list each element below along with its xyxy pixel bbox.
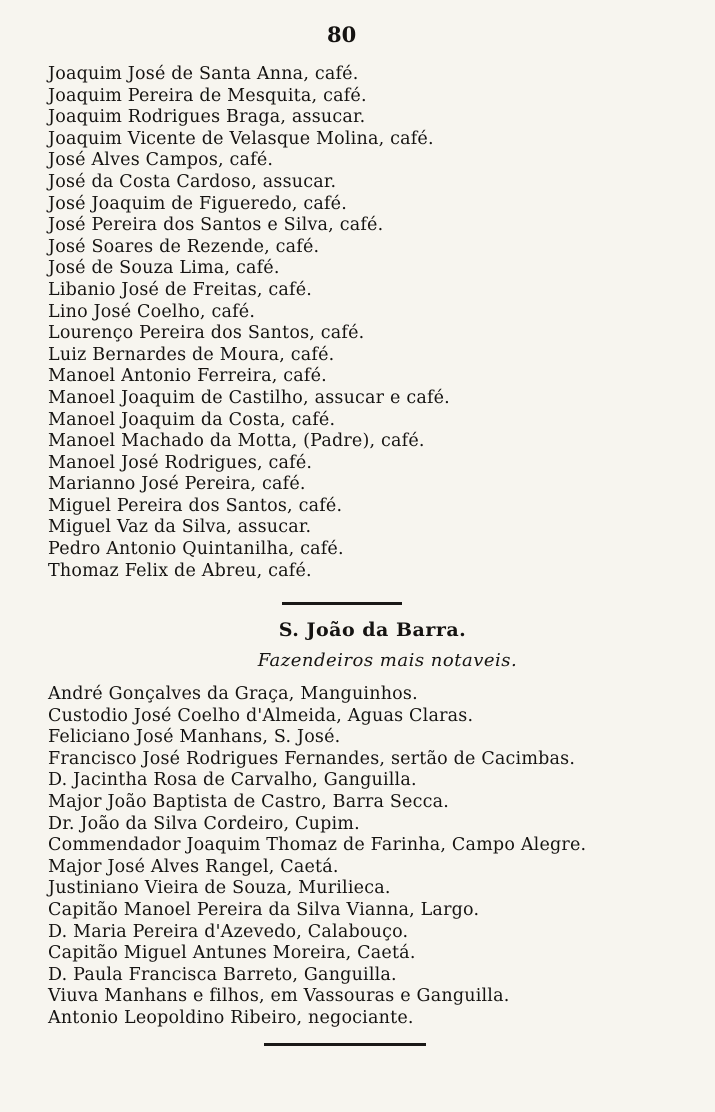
list-item: José da Costa Cardoso, assucar.: [48, 171, 337, 192]
list-item: Joaquim Vicente de Velasque Molina, café.: [48, 128, 434, 149]
list-item: José Pereira dos Santos e Silva, café.: [48, 215, 384, 236]
list-item: Joaquim José de Santa Anna, café.: [48, 64, 359, 84]
list-item: Marianno José Pereira, café.: [48, 474, 306, 495]
list-item: Manoel Machado da Motta, (Padre), café.: [48, 431, 425, 452]
entry-list-top: [48, 64, 450, 582]
section-title: S. João da Barra.: [278, 619, 467, 641]
section-subtitle: Fazendeiros mais notaveis.: [257, 650, 518, 671]
list-item: Manoel Joaquim da Costa, café.: [48, 409, 336, 430]
list-item: Lino José Coelho, café.: [48, 301, 256, 322]
list-item: Capitão Miguel Antunes Moreira, Caetá.: [48, 943, 416, 964]
page-number: 80: [327, 22, 357, 47]
list-item: Commendador Joaquim Thomaz de Farinha, Campo Alegre.: [48, 835, 587, 856]
list-item: Francisco José Rodrigues Fernandes, sertão de Cacimbas.: [48, 748, 576, 769]
list-item: Capitão Manoel Pereira da Silva Vianna, Largo.: [48, 899, 480, 920]
list-item: D. Jacintha Rosa de Carvalho, Ganguilla.: [48, 770, 417, 791]
list-item: Custodio José Coelho d'Almeida, Aguas Claras.: [48, 705, 474, 726]
list-item: D. Maria Pereira d'Azevedo, Calabouço.: [48, 921, 409, 942]
list-item: Joaquim Rodrigues Braga, assucar.: [48, 107, 366, 128]
list-item: André Gonçalves da Graça, Manguinhos.: [48, 684, 418, 704]
list-item: Libanio José de Freitas, café.: [48, 279, 313, 300]
list-item: Antonio Leopoldino Ribeiro, negociante.: [48, 1007, 414, 1028]
list-item: Thomaz Felix de Abreu, café.: [48, 560, 312, 581]
list-item: Feliciano José Manhans, S. José.: [48, 727, 341, 748]
section-divider-top: [282, 602, 402, 605]
list-item: Justiniano Vieira de Souza, Murilieca.: [48, 878, 391, 899]
list-item: Major José Alves Rangel, Caetá.: [48, 856, 339, 877]
list-item: Manoel Joaquim de Castilho, assucar e café.: [48, 387, 450, 408]
list-item: Miguel Pereira dos Santos, café.: [48, 495, 343, 516]
list-item: José Alves Campos, café.: [48, 150, 274, 171]
section-divider-bottom: [264, 1043, 426, 1046]
list-item: Luiz Bernardes de Moura, café.: [48, 344, 335, 365]
list-item: José Joaquim de Figueredo, café.: [48, 193, 347, 214]
list-item: Viuva Manhans e filhos, em Vassouras e Ganguilla.: [48, 986, 510, 1007]
list-item: Major João Baptista de Castro, Barra Secca.: [48, 791, 450, 812]
list-item: Dr. João da Silva Cordeiro, Cupim.: [48, 813, 360, 834]
list-item: Manoel Antonio Ferreira, café.: [48, 366, 327, 387]
list-item: D. Paula Francisca Barreto, Ganguilla.: [48, 964, 397, 985]
entry-list-bottom: [48, 684, 586, 1030]
list-item: Miguel Vaz da Silva, assucar.: [48, 517, 312, 538]
list-item: José Soares de Rezende, café.: [48, 236, 320, 257]
list-item: José de Souza Lima, café.: [48, 258, 280, 279]
list-item: Joaquim Pereira de Mesquita, café.: [48, 85, 367, 106]
list-item: Pedro Antonio Quintanilha, café.: [48, 539, 344, 560]
list-item: Lourenço Pereira dos Santos, café.: [48, 323, 365, 344]
list-item: Manoel José Rodrigues, café.: [48, 452, 313, 473]
